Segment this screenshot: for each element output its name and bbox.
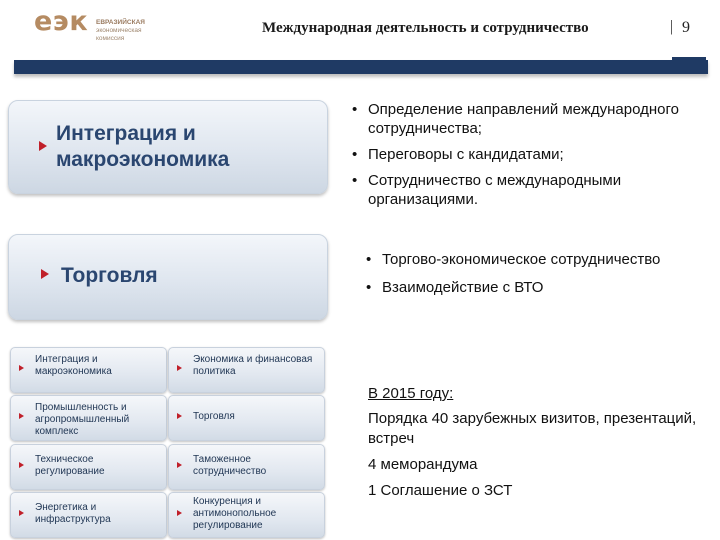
block-title: Торговля <box>61 264 158 287</box>
direction-label: Промышленность и агропромышленный комплекс <box>35 402 130 437</box>
summary-line: 1 Соглашение о ЗСТ <box>368 482 513 499</box>
direction-label: Энергетика и инфраструктура <box>35 502 111 525</box>
summary-line: 4 меморандума <box>368 456 478 473</box>
logo-caption <box>96 19 186 43</box>
bullet-item: • Взаимодействие с ВТО <box>356 278 696 297</box>
header-bar <box>14 60 708 74</box>
arrow-icon <box>39 141 47 151</box>
trade-bullets <box>356 250 696 306</box>
bullet-item: • Переговоры с кандидатами; <box>342 145 712 164</box>
direction-card <box>10 492 167 538</box>
direction-label: Интеграция и макроэкономика <box>35 354 112 377</box>
title-separator: | <box>670 18 674 35</box>
block-trade <box>8 234 328 320</box>
page-number: 9 <box>682 19 690 36</box>
summary-heading: В 2015 году: <box>368 385 454 402</box>
arrow-icon <box>19 365 24 371</box>
direction-card <box>168 444 325 490</box>
logo-caption-line3: комиссия <box>96 35 125 42</box>
bullet-item: • Сотрудничество с международными организациями. <box>342 171 712 209</box>
integration-bullets <box>342 100 712 216</box>
direction-card <box>10 395 167 441</box>
direction-card <box>168 395 325 441</box>
bullet-item: • Торгово-экономическое сотрудничество <box>356 250 696 269</box>
direction-card <box>10 347 167 393</box>
direction-card <box>168 347 325 393</box>
direction-card <box>168 492 325 538</box>
arrow-icon <box>177 462 182 468</box>
direction-label: Конкуренция и антимонопольное регулирование <box>193 496 277 531</box>
arrow-icon <box>19 413 24 419</box>
block-title: Интеграция и макроэкономика <box>56 122 230 171</box>
arrow-icon <box>177 510 182 516</box>
arrow-icon <box>19 462 24 468</box>
arrow-icon <box>177 413 182 419</box>
bullet-item: • Определение направлений международного сотрудничества; <box>342 100 712 138</box>
logo-caption-line1: ЕВРАЗИЙСКАЯ <box>96 19 145 26</box>
arrow-icon <box>19 510 24 516</box>
summary-line: Порядка 40 зарубежных визитов, презентаций, встреч <box>368 410 697 447</box>
direction-label: Экономика и финансовая политика <box>193 354 313 377</box>
year-summary <box>368 384 708 507</box>
arrow-icon <box>41 269 49 279</box>
arrow-icon <box>177 365 182 371</box>
direction-label: Таможенное сотрудничество <box>193 454 267 477</box>
direction-label: Техническое регулирование <box>35 454 105 477</box>
logo-caption-line2: экономическая <box>96 27 142 34</box>
logo-mark: еэк <box>34 6 89 37</box>
direction-card <box>10 444 167 490</box>
slide-title: Международная деятельность и сотрудничество <box>262 20 589 36</box>
block-integration <box>8 100 328 194</box>
logo <box>34 6 194 52</box>
direction-label: Торговля <box>193 411 235 422</box>
